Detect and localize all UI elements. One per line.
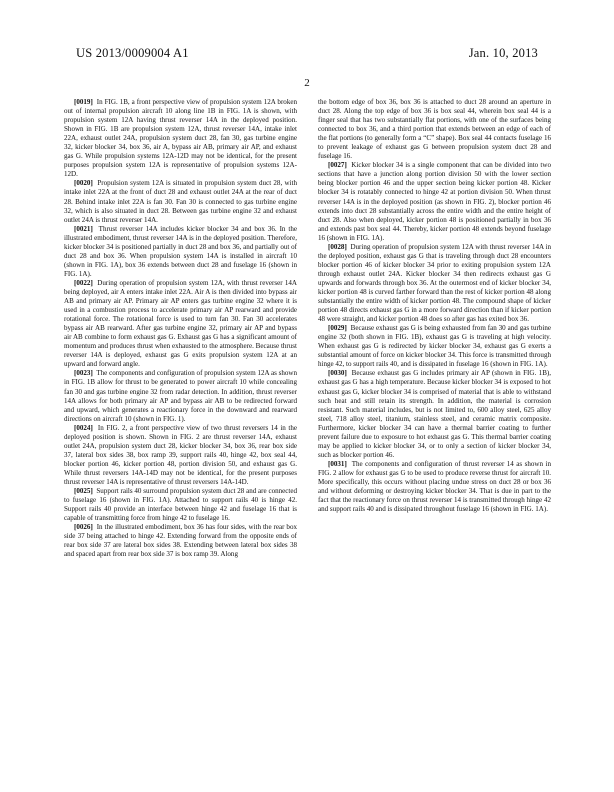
paragraph-number: [0021]: [74, 224, 93, 233]
paragraph-text: The components and configuration of propulsion system 12A as shown in FIG. 1B allow for thrust to be generated to power aircraft 10 while concealing fan 30 and gas turbine engine 32 from radar detection. In addition, thrust reverser 14A allows for both primary air AP and bypass air AB to be redirected forward and upward, which generates a reactionary force in the downward and rearward directions on aircraft 10 (shown in FIG. 1).: [64, 369, 297, 423]
paragraph-0020: [64, 179, 297, 224]
paragraph-text: The components and configuration of thrust reverser 14 as shown in FIG. 2 allow for exhaust gas G to be used to produce reverse thrust for aircraft 10. More specifically, this occurs without placing undue stress on duct 28 or box 36 and without deforming or destroying kicker blocker 34. That is due in part to the fact that the reactionary force on thrust reverser 14 is transmitted through hinge 42 and support rails 40 and is dissipated throughout fuselage 16 (shown in FIG. 1A).: [318, 459, 551, 514]
paragraph-number: [0019]: [74, 98, 93, 106]
paragraph-0026-continued: [318, 98, 551, 161]
paragraph-text: During operation of propulsion system 12A with thrust reverser 14A in the deployed position, exhaust gas G that is traveling through duct 28 encounters blocker portion 46 of kicker blocker 34 prior to exiting propulsion system 12A through exhaust outlet 24A. Kicker blocker 34 then redirects exhaust gas G upwards and forwards through box 36. At the outermost end of kicker blocker 34, kicker portion 48 is curved farther forward than the rest of kicker portion 48 along substantially the entire width of kicker portion 48. The compound shape of kicker portion 48 directs exhaust gas G in a more forward direction than if kicker portion 48 were straight, and kicker portion 48 does so after gas has exited box 36.: [318, 242, 551, 324]
paragraph-0024: [64, 424, 297, 487]
paragraph-0022: [64, 279, 297, 369]
paragraph-number: [0022]: [74, 278, 93, 287]
paragraph-number: [0023]: [74, 369, 93, 378]
paragraph-0030: [318, 369, 551, 459]
paragraph-text: Kicker blocker 34 is a single component that can be divided into two sections that have a junction along portion division 50 with the lower section being blocker portion 46 and the upper section being kicker portion 48. Kicker blocker 34 is rotatably connected to hinge 42 at portion division 50. When thrust reverser 14A is in the deployed position (as shown in FIG. 2), blocker portion 46 extends into duct 28 substantially across the entire width and the entire height of duct 28. Also when deployed, kicker portion 48 is positioned partially in box 36 and extends past box seal 44. Thereby, kicker portion 48 extends beyond fuselage 16 (shown in FIG. 1A).: [318, 161, 551, 242]
paragraph-0027: [318, 161, 551, 242]
paragraph-0028: [318, 243, 551, 324]
paragraph-0023: [64, 369, 297, 423]
paragraph-text: Propulsion system 12A is situated in propulsion system duct 28, with intake inlet 22A at the front of duct 28 and exhaust outlet 24A at the rear of duct 28. Behind intake inlet 22A is fan 30. Fan 30 is connected to gas turbine engine 32, which is also situated in duct 28. Between gas turbine engine 32 and exhaust outlet 24A is thrust reverser 14A.: [64, 179, 297, 224]
paragraph-text: Because exhaust gas G includes primary air AP (shown in FIG. 1B), exhaust gas G has a high temperature. Because kicker blocker 34 is exposed to hot exhaust gas G, kicker blocker 34 is comprised of material that is able to withstand such heat and still retain its strength. In addition, the material is corrosion resistant. Such material includes, but is not limited to, 600 alloy steel, 625 alloy steel, 718 alloy steel, titanium, stainless steel, and ceramic matrix composite. Furthermore, kicker blocker 34 can have a thermal barrier coating to further prevent failure due to exposure to hot exhaust gas G. This thermal barrier coating may be applied to kicker blocker 34, or to only a section of kicker blocker 34, such as blocker portion 46.: [318, 369, 551, 459]
paragraph-number: [0031]: [328, 459, 347, 468]
paragraph-text: Support rails 40 surround propulsion system duct 28 and are connected to fuselage 16 (shown in FIG. 1A). Attached to support rails 40 is hinge 42. Support rails 40 provide an interface between hinge 42 and fuselage 16 that is capable of transmitting force from hinge 42 to fuselage 16.: [64, 487, 298, 523]
paragraph-0021: [64, 225, 297, 279]
page-number: 2: [304, 77, 310, 89]
paragraph-number: [0027]: [328, 161, 347, 170]
paragraph-text: In FIG. 1B, a front perspective view of propulsion system 12A broken out of internal propulsion aircraft 10 along line 1B in FIG. 1A is shown, with propulsion system 12A having thrust reverser 14A in the deployed position. Shown in FIG. 1B are propulsion system 12A, thrust reverser 14A, intake inlet 22A, exhaust outlet 24A, propulsion system duct 28, fan 30, gas turbine engine 32, kicker blocker 34, box 36, air A, bypass air AB, primary air AP, and exhaust gas G. While propulsion systems 12A-12D may not be identical, for the present purposes propulsion system 12A is representative of propulsion systems 12A-12D.: [64, 98, 297, 179]
right-text-column: [318, 98, 551, 514]
paragraph-number: [0025]: [74, 487, 93, 496]
publication-number: US 2013/0009004 A1: [76, 46, 189, 60]
paragraph-text: Thrust reverser 14A includes kicker blocker 34 and box 36. In the illustrated embodiment, thrust reverser 14A is in the deployed position. Therefore, kicker blocker 34 is positioned partially in duct 28 and box 36, and partially out of duct 28 and box 36. When propulsion system 14A is installed in aircraft 10 (shown in FIG. 1A), box 36 extends between duct 28 and fuselage 16 (shown in FIG. 1A).: [64, 224, 297, 278]
paragraph-text: During operation of propulsion system 12A, with thrust reverser 14A being deployed, air A enters intake inlet 22A. Air A is then divided into bypass air AB and primary air AP. Primary air AP enters gas turbine engine 32 where it is used in a combustion process to accelerate primary air AP rearward and provide rotational force. The rotational force is used to turn fan 30. Fan 30 accelerates bypass air AB rearward. After gas turbine engine 32, primary air AP and bypass air AB combine to form exhaust gas G. Exhaust gas G has a significant amount of momentum and produces thrust when exhausted to the atmosphere. Because thrust reverser 14A is deployed, exhaust gas G exits propulsion system 12A at an upward and forward angle.: [64, 278, 297, 369]
paragraph-0031: [318, 460, 551, 514]
publication-date: Jan. 10, 2013: [468, 46, 538, 60]
paragraph-number: [0030]: [328, 369, 347, 378]
paragraph-text: the bottom edge of box 36, box 36 is attached to duct 28 around an aperture in duct 28. Along the top edge of box 36 is box seal 44, wherein box seal 44 is a finger seal that has two substantially flat portions, with one of the surfaces being connected to box 36, and a third portion that extends between an edge of each of the flat portions (to generally form a “C” shape). Box seal 44 contacts fuselage 16 to prevent leakage of exhaust gas G between propulsion system duct 28 and fuselage 16.: [318, 98, 551, 161]
paragraph-number: [0028]: [328, 242, 347, 251]
paragraph-0026: [64, 523, 297, 559]
left-text-column: [64, 98, 297, 559]
paragraph-0019: [64, 98, 297, 179]
paragraph-number: [0020]: [74, 179, 93, 188]
paragraph-text: Because exhaust gas G is being exhausted from fan 30 and gas turbine engine 32 (both shown in FIG. 1B), exhaust gas G is traveling at high velocity. When exhaust gas G is redirected by kicker blocker 34, exhaust gas G exerts a substantial amount of force on kicker blocker 34. This force is transmitted through hinge 42, to support rails 40, and is dissipated in fuselage 16 (shown in FIG. 1A).: [318, 324, 551, 369]
paragraph-0025: [64, 487, 297, 523]
paragraph-text: In FIG. 2, a front perspective view of two thrust reversers 14 in the deployed position is shown. Shown in FIG. 2 are thrust reverser 14A, exhaust outlet 24A, propulsion system duct 28, kicker blocker 34, box 36, rear box side 37, lateral box sides 38, box ramp 39, support rails 40, hinge 42, box seal 44, blocker portion 46, kicker portion 48, portion division 50, and exhaust gas G. While thrust reversers 14A-14D may not be identical, for the present purposes thrust reverser 14A is representative of thrust reversers 14A-14D.: [64, 423, 297, 486]
paragraph-number: [0026]: [74, 523, 93, 532]
paragraph-0029: [318, 324, 551, 369]
paragraph-number: [0029]: [328, 324, 347, 333]
paragraph-number: [0024]: [74, 423, 93, 432]
paragraph-text: In the illustrated embodiment, box 36 has four sides, with the rear box side 37 being attached to hinge 42. Extending forward from the opposite ends of rear box side 37 are lateral box sides 38. Extending between lateral box sides 38 and spaced apart from rear box side 37 is box ramp 39. Along: [64, 523, 297, 559]
